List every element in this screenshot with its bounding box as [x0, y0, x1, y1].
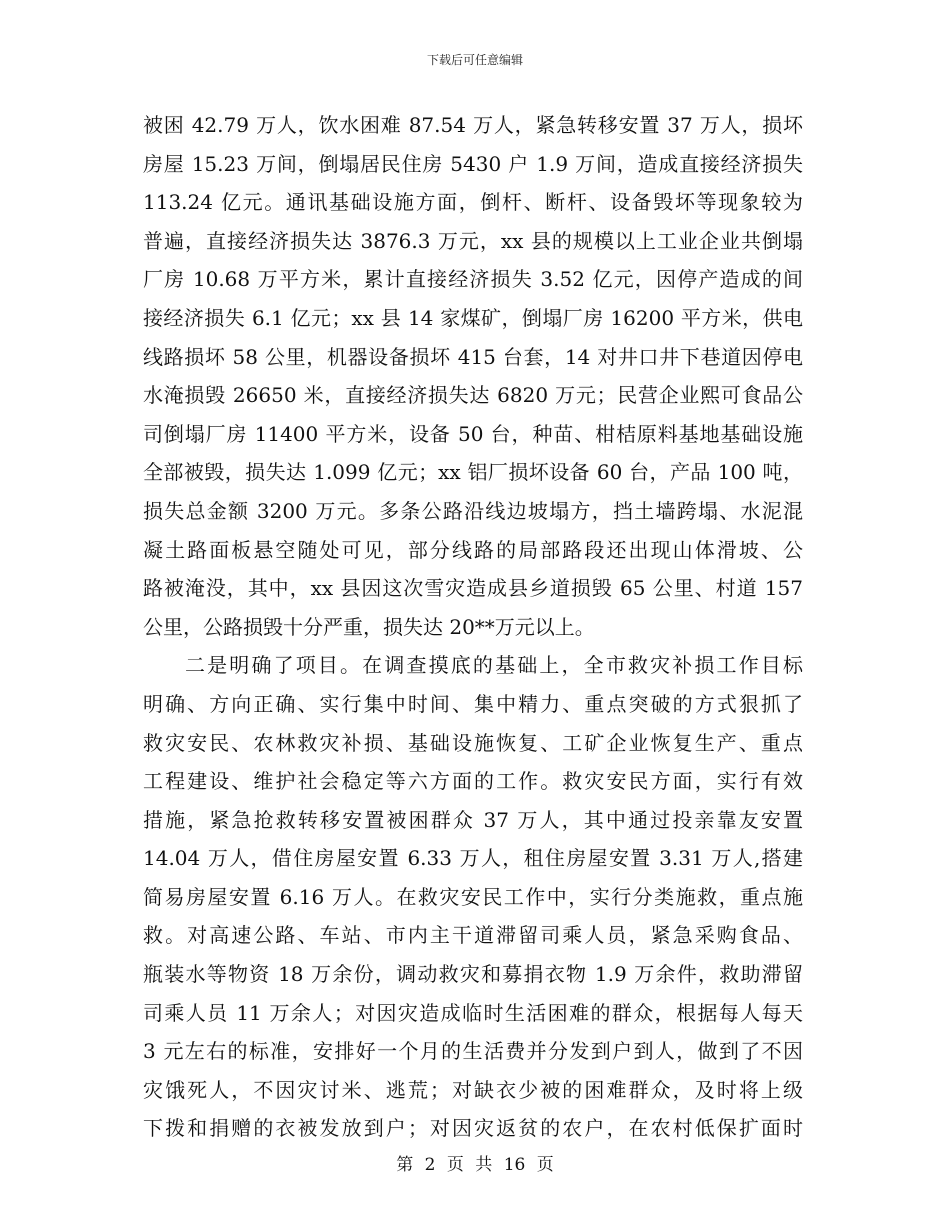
paragraph-2-line-13: 下拨和捐赠的衣被发放到户；对因灾返贫的农户，在农村低保扩面时	[143, 1116, 803, 1141]
paragraph-1-line-3: 113.24 亿元。通讯基础设施方面，倒杆、断杆、设备毁坏等现象较为	[143, 190, 803, 215]
paragraph-2-line-11: 3 元左右的标准，安排好一个月的生活费并分发到户到人，做到了不因	[143, 1039, 803, 1064]
paragraph-2-line-4: 工程建设、维护社会稳定等六方面的工作。救灾安民方面，实行有效	[143, 769, 803, 794]
paragraph-2-line-3: 救灾安民、农林救灾补损、基础设施恢复、工矿企业恢复生产、重点	[143, 730, 803, 755]
paragraph-1-line-10: 全部被毁，损失达 1.099 亿元；xx 铝厂损坏设备 60 台，产品 100 吨，	[143, 460, 803, 485]
paragraph-1-line-11: 损失总金额 3200 万元。多条公路沿线边坡塌方，挡土墙跨塌、水泥混	[143, 498, 803, 523]
paragraph-2-line-2: 明确、方向正确、实行集中时间、集中精力、重点突破的方式狠抓了	[143, 691, 803, 716]
paragraph-1-line-13: 路被淹没，其中，xx 县因这次雪灾造成县乡道损毁 65 公里、村道 157	[143, 576, 803, 601]
paragraph-1-line-6: 接经济损失 6.1 亿元；xx 县 14 家煤矿，倒塌厂房 16200 平方米，供电	[143, 305, 803, 330]
paragraph-1-line-1: 被困 42.79 万人，饮水困难 87.54 万人，紧急转移安置 37 万人，损坏	[143, 113, 803, 137]
paragraph-1-line-9: 司倒塌厂房 11400 平方米，设备 50 台，种苗、柑桔原料基地基础设施	[143, 421, 803, 446]
paragraph-2-line-5: 措施，紧急抢救转移安置被困群众 37 万人，其中通过投亲靠友安置	[143, 807, 803, 832]
paragraph-1-line-2: 房屋 15.23 万间，倒塌居民住房 5430 户 1.9 万间，造成直接经济损失	[143, 151, 803, 176]
paragraph-2-line-12: 灾饿死人，不因灾讨米、逃荒；对缺衣少被的困难群众，及时将上级	[143, 1077, 803, 1102]
paragraph-1-line-5: 厂房 10.68 万平方米，累计直接经济损失 3.52 亿元，因停产造成的间	[143, 267, 803, 292]
paragraph-2-line-8: 救。对高速公路、车站、市内主干道滞留司乘人员，紧急采购食品、	[143, 923, 803, 948]
paragraph-1-line-4: 普遍，直接经济损失达 3876.3 万元，xx 县的规模以上工业企业共倒塌	[143, 228, 803, 253]
page-header-note: 下载后可任意编辑	[426, 53, 523, 67]
page-number-footer: 第 2 页 共 16 页	[396, 1155, 554, 1175]
paragraph-2-line-10: 司乘人员 11 万余人；对因灾造成临时生活困难的群众，根据每人每天	[143, 1000, 803, 1025]
paragraph-2-line-6: 14.04 万人，借住房屋安置 6.33 万人，租住房屋安置 3.31 万人,搭建	[143, 846, 803, 871]
paragraph-1-line-8: 水淹损毁 26650 米，直接经济损失达 6820 万元；民营企业熙可食品公	[143, 383, 803, 408]
paragraph-1-line-7: 线路损坏 58 公里，机器设备损坏 415 台套，14 对井口井下巷道因停电	[143, 344, 803, 369]
paragraph-1-line-12: 凝土路面板悬空随处可见，部分线路的局部路段还出现山体滑坡、公	[143, 537, 803, 562]
paragraph-2-line-7: 简易房屋安置 6.16 万人。在救灾安民工作中，实行分类施救，重点施	[143, 884, 803, 909]
paragraph-2-line-9: 瓶装水等物资 18 万余份，调动救灾和募捐衣物 1.9 万余件，救助滞留	[143, 962, 803, 987]
paragraph-2-line-1: 二是明确了项目。在调查摸底的基础上，全市救灾补损工作目标	[185, 653, 803, 678]
document-body	[143, 106, 803, 1148]
paragraph-1-line-14: 公里，公路损毁十分严重，损失达 20**万元以上。	[143, 614, 595, 639]
